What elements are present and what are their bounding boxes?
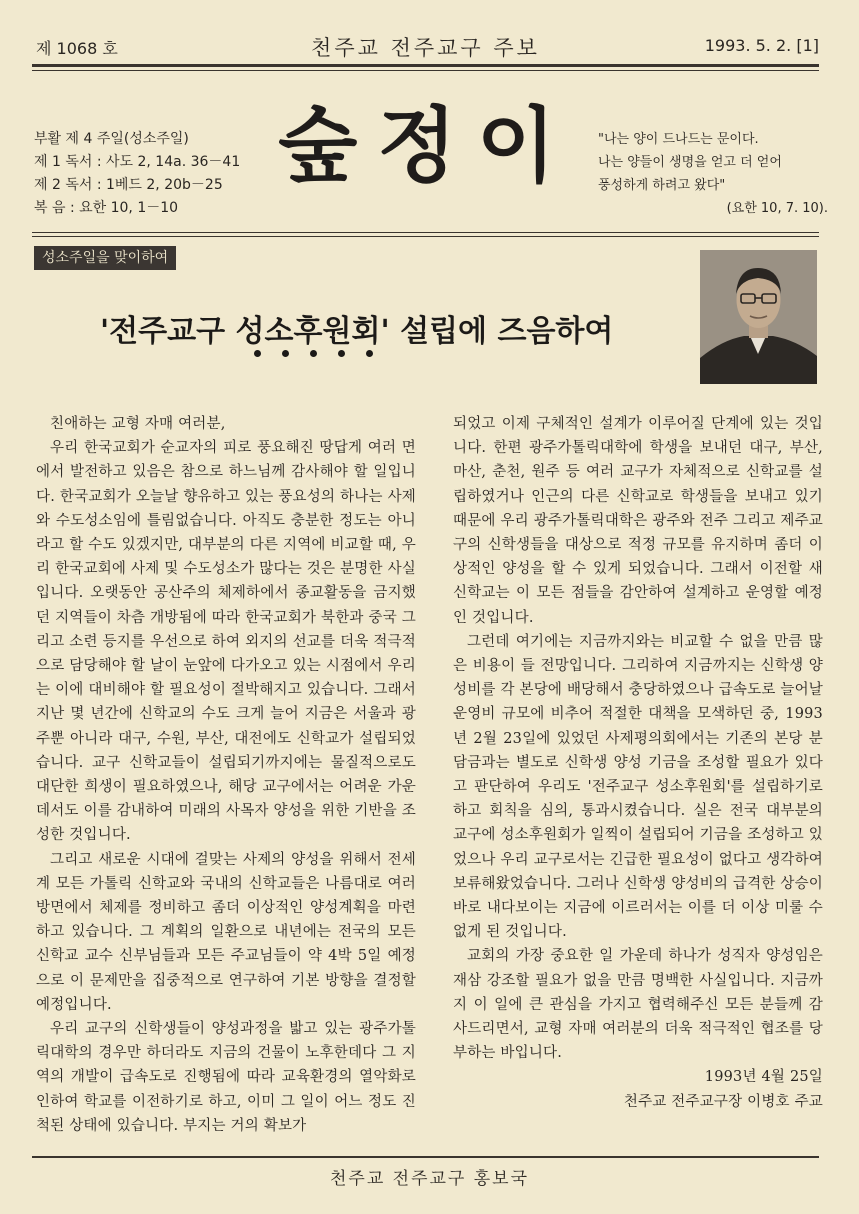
emphasis-dot [338, 350, 345, 357]
emphasis-dot [254, 350, 261, 357]
signature-name: 천주교 전주교구장 이병호 주교 [623, 1093, 823, 1110]
masthead-rule-thin [32, 236, 819, 237]
article-paragraph: 우리 한국교회가 순교자의 피로 풍요해진 땅답게 여러 면에서 발전하고 있음은 참으로 하느님께 감사해야 할 일입니다. 한국교회가 오늘날 향유하고 있는 풍요성의 하나는 사제와 수도성소임에 틀림없습니다. 아직도 충분한 정도는 아니라고 할 수도 있겠지만, 대부분의 다른 지역에 비교할 때, 우리 한국교회에 사제 및 수도성소가 많다는 것은 분명한 사실입니다. 오랫동안 공산주의 체제하에서 종교활동을 금지했던 지역들이 차츰 개방됨에 따라 한국교회가 북한과 중국 그리고 소련 등지를 우선으로 하여 외지의 선교를 더욱 적극적으로 담당해야 할 날이 눈앞에 다가오고 있는 시점에서 우리는 이에 대비해야 할 필요성이 절박해지고 있습니다. 그래서 지난 몇 년간에 신학교의 수도 크게 늘어 지금은 서울과 광주뿐 아니라 대구, 수원, 부산, 대전에도 신학교가 설립되었습니다. 교구 신학교들이 설립되기까지에는 물질적으로도 대단한 희생이 필요하였으나, 해당 교구에서는 어려운 가운데서도 이를 감내하여 미래의 사목자 양성을 위한 기반을 조성한 것입니다. [36, 440, 416, 844]
issue-number: 제 1068 호 [36, 39, 118, 58]
article-paragraph: 그리고 새로운 시대에 걸맞는 사제의 양성을 위해서 전세계 모든 가톨릭 신학교와 국내의 신학교들은 나름대로 여러 방면에서 체제를 정비하고 좀더 이상적인 양성계획을 마련하고 있습니다. 그 계획의 일환으로 내년에는 전국의 모든 신학교 교수 신부님들과 모든 주교님들이 약 4박 5일 예정으로 이 문제만을 집중적으로 연구하여 기본 방향을 결정할 예정입니다. [36, 851, 416, 1013]
article-headline: '전주교구 성소후원회' 설립에 즈음하여 [100, 314, 614, 349]
article-paragraph: 우리 교구의 신학생들이 양성과정을 밟고 있는 광주가톨릭대학의 경우만 하더라도 지금의 건물이 노후한데다 그 지역의 개발이 급속도로 진행됨에 따라 교육환경의 열악화로 인하여 학교를 이전하기로 하고, 이미 그 일이 어느 정도 진척된 상태에 있습니다. 부지는 거의 확보가 [36, 1021, 416, 1134]
emphasis-dot [282, 350, 289, 357]
issue-date: 1993. 5. 2. [1] [704, 36, 819, 55]
article-paragraph: 그런데 여기에는 지금까지와는 비교할 수 없을 만큼 많은 비용이 들 전망입니다. 그리하여 지금까지는 신학생 양성비를 각 본당에 배당해서 충당하였으나 급속도로 늘어날 운영비 규모에 비추어 적절한 대책을 모색하던 중, 1993년 2월 23일에 있었던 사제평의회에서는 기존의 본당 분담금과는 별도로 신학생 양성 기금을 조성할 필요가 있다고 판단하여 우리도 '전주교구 성소후원회'를 설립하기로 하고 회칙을 심의, 통과시켰습니다. 실은 전국 대부분의 교구에 성소후원회가 일찍이 설립되어 기금을 조성하고 있었으나 우리 교구로서는 긴급한 필요성이 없다고 생각하여 보류해왔었습니다. 그러나 신학생 양성비의 급격한 상승이 바로 내다보이는 지금에 이르러서는 이를 더 이상 미룰 수 없게 된 것입니다. [453, 633, 823, 941]
signature-date: 1993년 4월 25일 [704, 1069, 823, 1086]
header-bar [32, 30, 819, 60]
article-paragraph: 되었고 이제 구체적인 설계가 이루어질 단계에 있는 것입니다. 한편 광주가톨릭대학에 학생을 보내던 대구, 부산, 마산, 춘천, 원주 등 여러 교구가 자체적으로 신학교를 설립하였거나 인근의 다른 신학교로 학생들을 보내고 있기 때문에 우리 광주가톨릭대학은 광주와 전주 그리고 제주교구의 신학생들을 대상으로 적정 규모를 유지하며 좀더 이상적인 양성을 할 수 있게 되었습니다. 그래서 이전할 새신학교는 이 모든 점들을 감안하여 설계하고 운영할 예정인 것입니다. [453, 416, 823, 626]
paper-name: 천주교 전주교구 주보 [311, 36, 540, 60]
gospel-reading: 복 음 : 요한 10, 1－10 [34, 200, 179, 216]
quote-reference: (요한 10, 7. 10). [726, 201, 828, 216]
footer-rule [32, 1156, 819, 1158]
article-paragraph: 친애하는 교형 자매 여러분, [50, 416, 226, 432]
article-column-left [36, 412, 416, 1138]
quote-line: 풍성하게 하려고 왔다" [598, 178, 726, 193]
quote-line: "나는 양이 드나드는 문이다. [598, 132, 759, 147]
gospel-quote [598, 128, 828, 220]
first-reading: 제 1 독서 : 사도 2, 14a. 36－41 [34, 154, 241, 170]
bishop-portrait [700, 250, 817, 384]
masthead-logo: 숲정이 [278, 99, 576, 194]
publisher-footer: 천주교 전주교구 홍보국 [329, 1169, 530, 1189]
emphasis-dot [366, 350, 373, 357]
emphasis-dot [310, 350, 317, 357]
liturgy-readings [34, 128, 264, 220]
emphasis-dots [252, 344, 392, 364]
portrait-image [700, 250, 817, 384]
second-reading: 제 2 독서 : 1베드 2, 20b－25 [34, 177, 223, 193]
section-tag: 성소주일을 맞이하여 [34, 246, 176, 270]
quote-line: 나는 양들이 생명을 얻고 더 얻어 [598, 155, 782, 170]
masthead-rule [32, 232, 819, 233]
article-paragraph: 교회의 가장 중요한 일 가운데 하나가 성직자 양성임은 재삼 강조할 필요가 없을 만큼 명백한 사실입니다. 지금까지 이 일에 큰 관심을 가지고 협력해주신 모든 분들께 감사드리면서, 교형 자매 여러분의 더욱 적극적인 협조를 당부하는 바입니다. [453, 948, 823, 1062]
header-rule-thin [32, 70, 819, 71]
header-rule [32, 64, 819, 67]
liturgy-sunday: 부활 제 4 주일(성소주일) [34, 131, 189, 147]
article-column-right [453, 412, 823, 1114]
